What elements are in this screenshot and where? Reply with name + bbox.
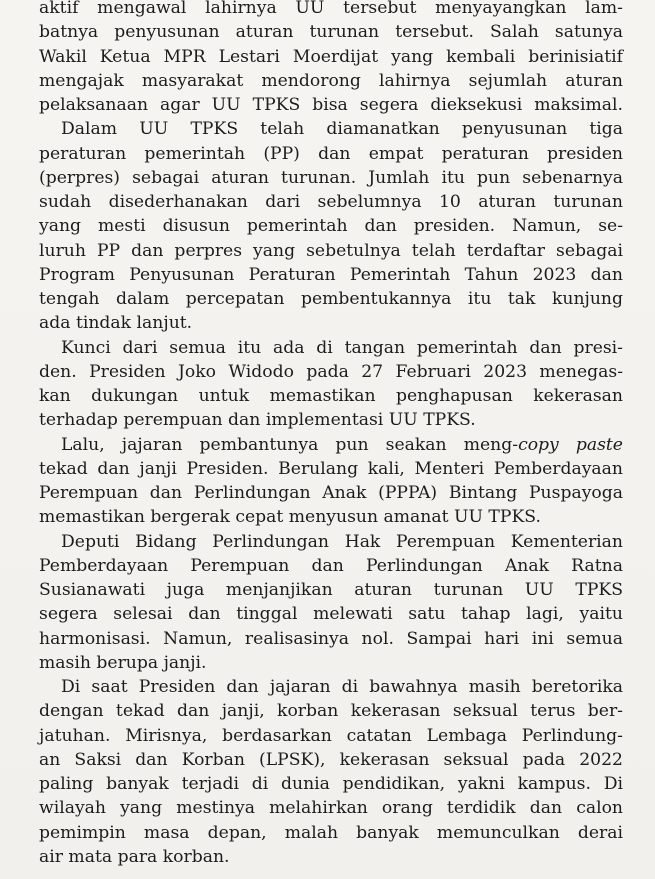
text-line: Deputi Bidang Perlindungan Hak Perempuan Kementerian <box>61 531 623 552</box>
text-line: den. Presiden Joko Widodo pada 27 Februari 2023 menegas- <box>39 361 623 382</box>
text-line: pemimpin masa depan, malah banyak memunculkan derai <box>39 822 623 843</box>
text-line: harmonisasi. Namun, realisasinya nol. Sampai hari ini semua <box>39 628 623 649</box>
text-line: (perpres) sebagai aturan turunan. Jumlah itu pun sebenarnya <box>39 167 623 188</box>
text-line: Pemberdayaan Perempuan dan Perlindungan Anak Ratna <box>39 555 623 576</box>
text-line: mengajak masyarakat mendorong lahirnya sejumlah aturan <box>39 70 623 91</box>
text-line: jatuhan. Mirisnya, berdasarkan catatan Lembaga Perlindung- <box>39 725 623 746</box>
text-line: Dalam UU TPKS telah diamanatkan penyusunan tiga <box>61 119 623 140</box>
text-line: batnya penyusunan aturan turunan tersebut. Salah satunya <box>39 22 623 43</box>
text-line: peraturan pemerintah (PP) dan empat peraturan presiden <box>39 143 623 164</box>
text-line-start: Lalu, jajaran pembantunya pun seakan meng- <box>61 434 519 455</box>
text-line: Kunci dari semua itu ada di tangan pemerintah dan presi- <box>61 337 623 358</box>
text-line: Di saat Presiden dan jajaran di bawahnya masih beretorika <box>61 677 623 697</box>
paragraph <box>39 117 623 335</box>
text-line: Susianawati juga menjanjikan aturan turunan UU TPKS <box>39 580 623 600</box>
text-line: Perempuan dan Perlindungan Anak (PPPA) Bintang Puspayoga <box>39 483 623 503</box>
text-line: memastikan bergerak cepat menyusun amanat UU TPKS. <box>39 507 541 528</box>
text-line: segera selesai dan tinggal melewati satu tahap lagi, yaitu <box>39 604 623 625</box>
text-line: an Saksi dan Korban (LPSK), kekerasan seksual pada 2022 <box>39 749 623 770</box>
text-line: tekad dan janji Presiden. Berulang kali, Menteri Pemberdayaan <box>39 458 623 479</box>
text-line: ada tindak lanjut. <box>39 313 193 334</box>
paragraph <box>39 675 623 869</box>
text-line: dengan tekad dan janji, korban kekerasan seksual terus ber- <box>39 701 623 722</box>
text-line: paling banyak terjadi di dunia pendidikan, yakni kampus. Di <box>39 774 623 794</box>
text-line: Wakil Ketua MPR Lestari Moerdijat yang kembali berinisiatif <box>39 46 623 67</box>
paragraph <box>39 433 623 530</box>
text-line: pelaksanaan agar UU TPKS bisa segera dieksekusi maksimal. <box>39 95 623 115</box>
text-line: tengah dalam percepatan pembentukannya itu tak kunjung <box>39 289 623 309</box>
text-line: sudah disederhanakan dari sebelumnya 10 aturan turunan <box>39 192 623 212</box>
text-line: aktif mengawal lahirnya UU tersebut menyayangkan lam- <box>39 0 623 18</box>
paragraph <box>39 336 623 433</box>
text-line: kan dukungan untuk memastikan penghapusan kekerasan <box>39 386 623 406</box>
paragraph <box>39 0 623 117</box>
text-line: wilayah yang mestinya melahirkan orang terdidik dan calon <box>39 798 623 819</box>
text-line: terhadap perempuan dan implementasi UU TPKS. <box>39 410 476 431</box>
text-line: Program Penyusunan Peraturan Pemerintah Tahun 2023 dan <box>39 264 623 285</box>
text-line <box>39 433 623 457</box>
text-line: luruh PP dan perpres yang sebetulnya telah terdaftar sebagai <box>39 240 623 261</box>
italic-term: copy paste <box>518 434 623 455</box>
text-line: masih berupa janji. <box>39 652 207 673</box>
text-line: air mata para korban. <box>39 846 230 867</box>
text-line: yang mesti disusun pemerintah dan presiden. Namun, se- <box>39 216 623 237</box>
article-body <box>39 0 623 869</box>
paragraph <box>39 530 623 676</box>
